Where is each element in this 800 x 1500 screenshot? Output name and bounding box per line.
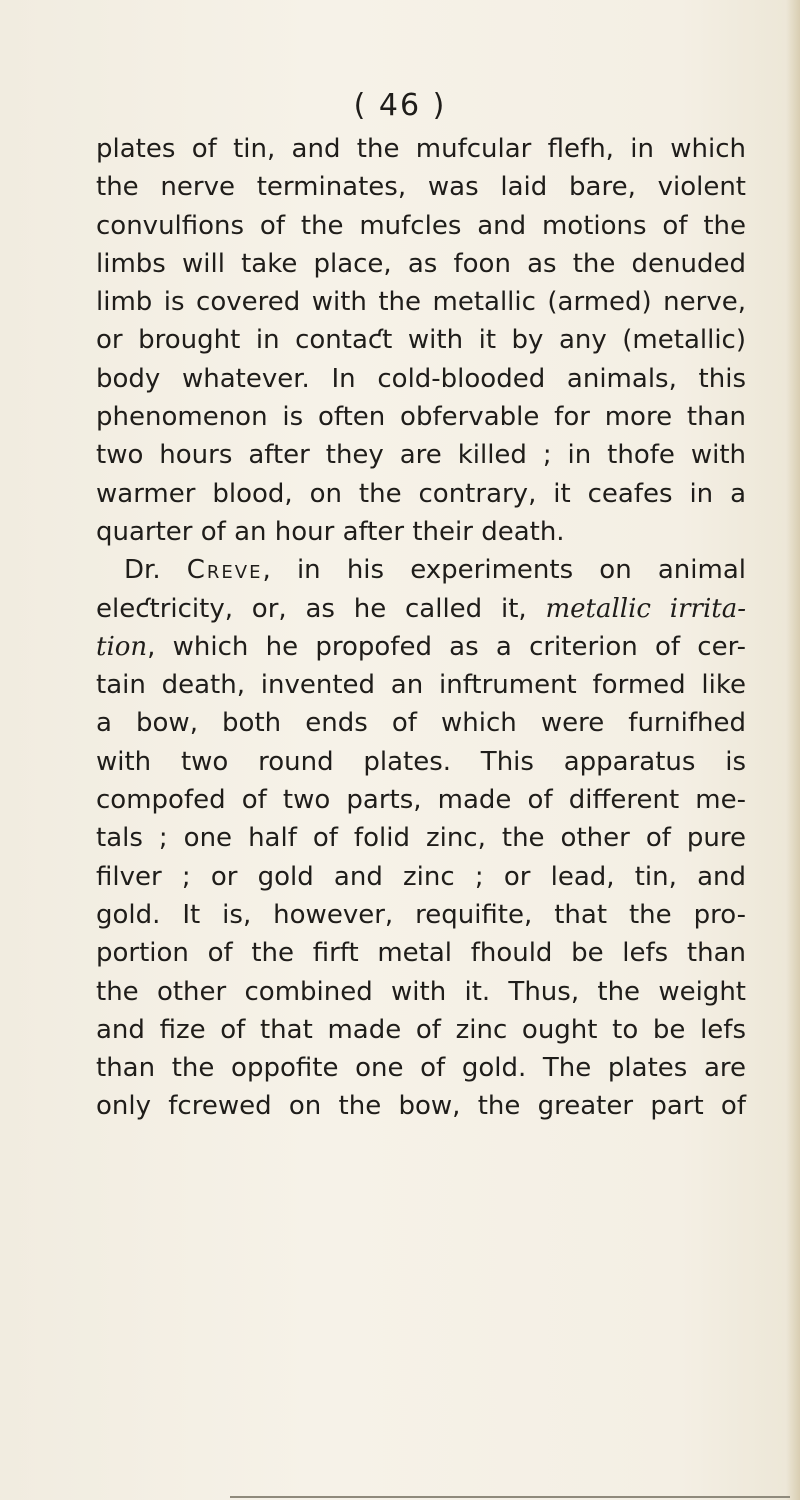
- text-line: a bow, both ends of which were furnifhed: [96, 708, 746, 739]
- text-fragment: , which he propofed as a criterion of cer-: [147, 631, 746, 662]
- text-line: portion of the firft metal fhould be lefs than: [96, 938, 746, 969]
- text-line: tain death, invented an inftrument formed like: [96, 670, 746, 701]
- text-line: tals ; one half of folid zinc, the other of pure: [96, 823, 746, 854]
- page-edge-shadow: [786, 0, 800, 1500]
- text-line: the other combined with it. Thus, the weight: [96, 976, 746, 1007]
- body-text: [96, 130, 746, 1126]
- italic-term: metallic irrita-: [545, 593, 746, 624]
- text-line: two hours after they are killed ; in thofe with: [96, 440, 746, 471]
- text-fragment: eleƈtricity, or, as he called it,: [96, 593, 546, 624]
- text-line: phenomenon is often obfervable for more than: [96, 402, 746, 433]
- text-line: and fize of that made of zinc ought to be lefs: [96, 1014, 746, 1045]
- bottom-edge-line: [230, 1496, 790, 1498]
- text-line: convulfions of the mufcles and motions of the: [96, 210, 746, 241]
- italic-term: tion: [96, 631, 148, 662]
- text-line: the nerve terminates, was laid bare, violent: [96, 172, 746, 203]
- text-line: [96, 590, 746, 628]
- text-line: with two round plates. This apparatus is: [96, 746, 746, 777]
- text-line: limbs will take place, as foon as the denuded: [96, 248, 746, 279]
- person-name: Creve: [186, 555, 263, 586]
- text-line: gold. It is, however, requifite, that the pro-: [96, 899, 746, 930]
- text-line: than the oppofite one of gold. The plates are: [96, 1053, 746, 1084]
- text-line: warmer blood, on the contrary, it ceafes in a: [96, 478, 746, 509]
- text-line: compofed of two parts, made of different me-: [96, 785, 746, 816]
- text-line: limb is covered with the metallic (armed) nerve,: [96, 287, 746, 318]
- text-line: quarter of an hour after their death.: [96, 516, 565, 547]
- text-line: plates of tin, and the mufcular flefh, in which: [96, 134, 746, 164]
- text-line: only fcrewed on the bow, the greater part of: [96, 1091, 746, 1122]
- text-fragment: , in his experiments on animal: [262, 555, 746, 586]
- text-line: or brought in contaƈt with it by any (metallic): [96, 325, 746, 356]
- text-line: filver ; or gold and zinc ; or lead, tin, and: [96, 861, 746, 892]
- text-line: body whatever. In cold-blooded animals, this: [96, 363, 746, 394]
- text-fragment: Dr.: [124, 555, 187, 586]
- text-line: [96, 628, 746, 666]
- page-number: ( 46 ): [353, 88, 447, 123]
- text-line: [96, 551, 746, 589]
